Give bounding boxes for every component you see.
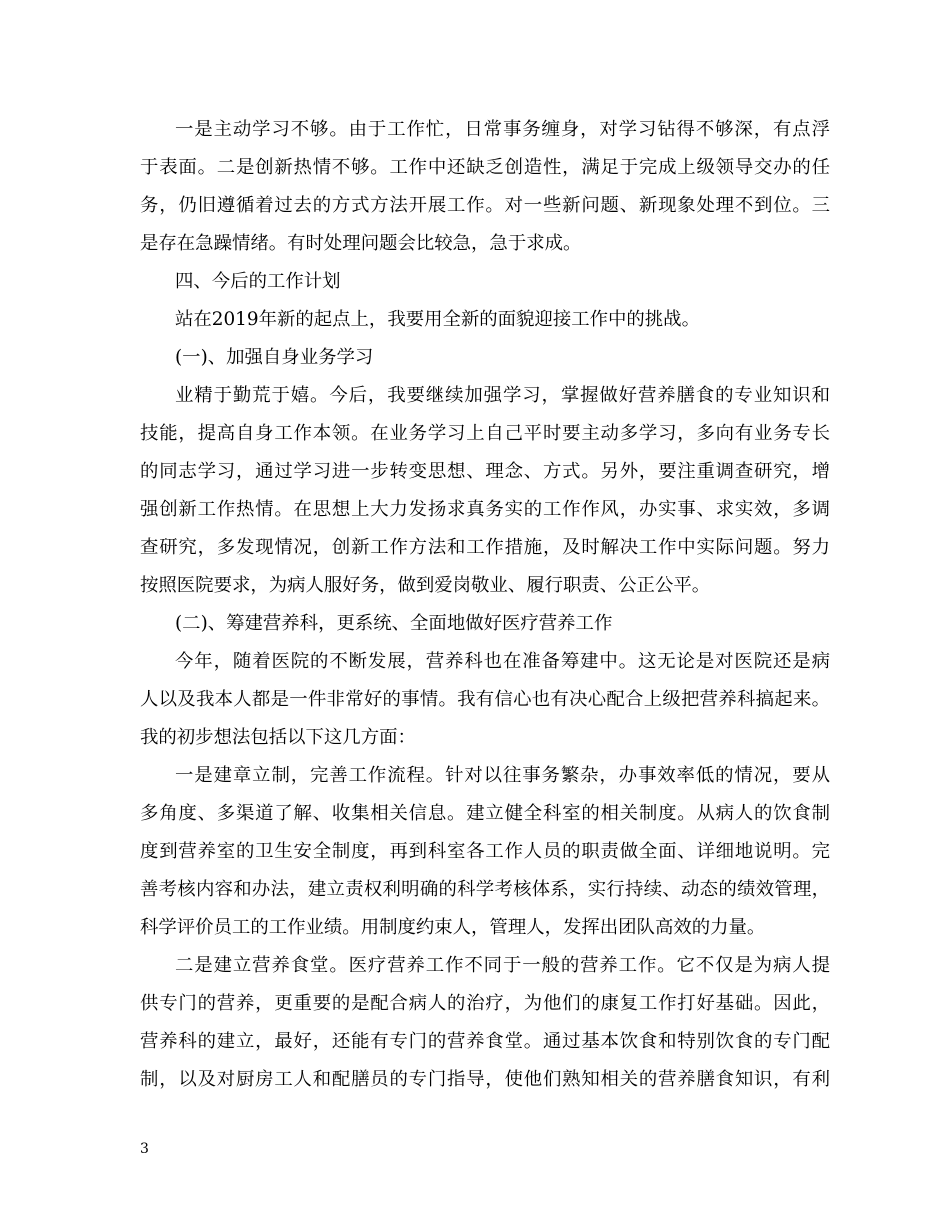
paragraph-line: 科学评价员工的工作业绩。用制度约束人，管理人，发挥出团队高效的力量。 [140,917,766,938]
paragraph-line: 是存在急躁情绪。有时处理问题会比较急，急于求成。 [140,233,582,254]
paragraph-line: 务，仍旧遵循着过去的方式方法开展工作。对一些新问题、新现象处理不到位。三 [140,195,830,216]
paragraph-line: 于表面。二是创新热情不够。工作中还缺乏创造性，满足于完成上级领导交办的任 [140,157,830,178]
subsection-heading: (一)、加强自身业务学习 [175,347,374,368]
paragraph-line: 强创新工作热情。在思想上大力发扬求真务实的工作作风，办实事、求实效，多调 [140,499,830,520]
paragraph-line: 制，以及对厨房工人和配膳员的专门指导，使他们熟知相关的营养膳食知识，有利 [140,1069,830,1090]
subsection-heading: (二)、筹建营养科，更系统、全面地做好医疗营养工作 [175,613,613,634]
paragraph-line: 业精于勤荒于嬉。今后，我要继续加强学习，掌握做好营养膳食的专业知识和 [175,385,830,406]
paragraph-line: 供专门的营养，更重要的是配合病人的治疗，为他们的康复工作打好基础。因此， [140,993,830,1014]
paragraph-line: 一是建章立制，完善工作流程。针对以往事务繁杂，办事效率低的情况，要从 [175,765,830,786]
paragraph-line: 多角度、多渠道了解、收集相关信息。建立健全科室的相关制度。从病人的饮食制 [140,803,830,824]
paragraph-line: 的同志学习，通过学习进一步转变思想、理念、方式。另外，要注重调查研究，增 [140,461,830,482]
paragraph-line: 今年，随着医院的不断发展，营养科也在准备筹建中。这无论是对医院还是病 [175,651,830,672]
paragraph-line: 二是建立营养食堂。医疗营养工作不同于一般的营养工作。它不仅是为病人提 [175,955,830,976]
paragraph-line: 按照医院要求，为病人服好务，做到爱岗敬业、履行职责、公正公平。 [140,575,711,596]
paragraph-line: 善考核内容和办法，建立责权利明确的科学考核体系，实行持续、动态的绩效管理， [140,879,830,900]
section-heading: 四、今后的工作计划 [175,271,341,292]
paragraph-line: 技能，提高自身工作本领。在业务学习上自己平时要主动多学习，多向有业务专长 [140,423,830,444]
paragraph-line: 度到营养室的卫生安全制度，再到科室各工作人员的职责做全面、详细地说明。完 [140,841,830,862]
paragraph-line: 一是主动学习不够。由于工作忙，日常事务缠身，对学习钻得不够深，有点浮 [175,119,830,140]
paragraph-line: 营养科的建立，最好，还能有专门的营养食堂。通过基本饮食和特别饮食的专门配 [140,1031,830,1052]
paragraph-line: 我的初步想法包括以下这几方面： [140,727,416,748]
paragraph-line: 查研究，多发现情况，创新工作方法和工作措施，及时解决工作中实际问题。努力 [140,537,830,558]
paragraph-line: 站在2019年新的起点上，我要用全新的面貌迎接工作中的挑战。 [175,309,700,330]
paragraph-line: 人以及我本人都是一件非常好的事情。我有信心也有决心配合上级把营养科搞起来。 [140,689,830,710]
page-number: 3 [140,1141,149,1157]
